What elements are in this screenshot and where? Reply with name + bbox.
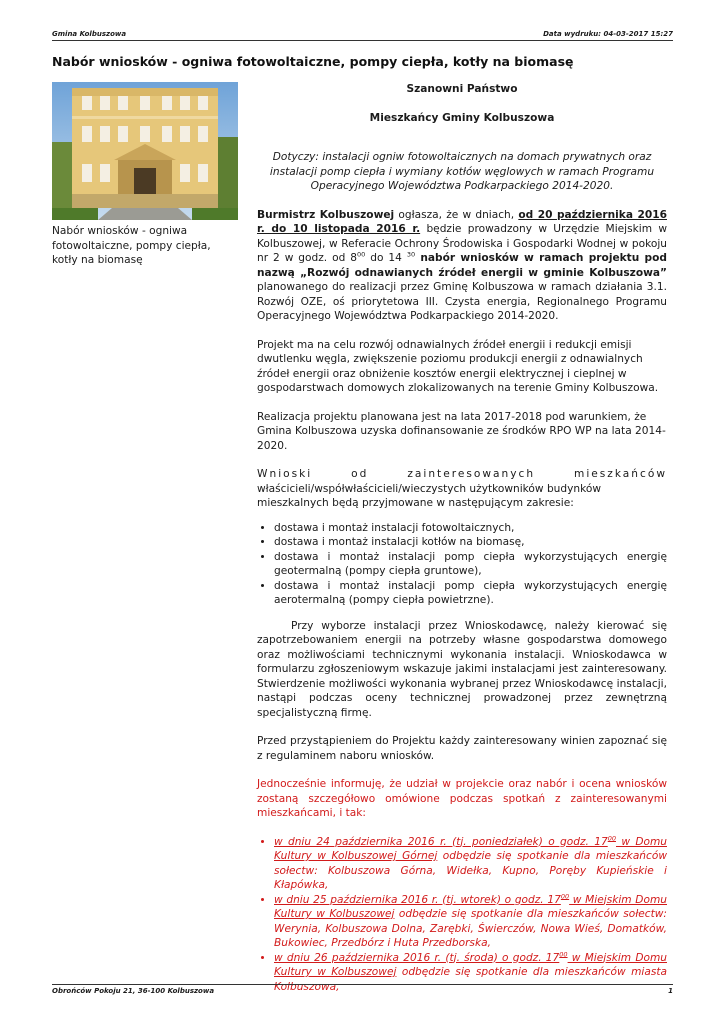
meetings-list bbox=[257, 835, 667, 995]
footer-rule bbox=[52, 984, 673, 985]
meeting-item bbox=[274, 835, 667, 893]
meeting-date: w dniu 25 października 2016 r. (tj. wtorek) o godz. 17 bbox=[274, 893, 561, 906]
paragraph-meetings-intro: Jednocześnie informuję, że udział w projekcie oraz nabór i ocena wniosków zostaną szczegółowo omówione podczas spotkań z zainteresowanymi mieszkańcami, i tak: bbox=[257, 778, 667, 819]
scope-item: • dostawa i montaż instalacji pomp ciepła wykorzystujących energię aerotermalną (pompy ciepła powietrzne). bbox=[274, 579, 667, 608]
page-footer bbox=[52, 986, 673, 998]
meeting-details: odbędzie się spotkanie dla mieszkańców miasta Kolbuszowa, bbox=[274, 966, 667, 993]
announcement-body bbox=[257, 82, 667, 994]
greeting-line-1: Szanowni Państwo bbox=[406, 83, 518, 95]
paragraph-applicants-lead: Wnioski od zainteresowanych mieszkańców bbox=[257, 468, 667, 480]
page-number: 1 bbox=[668, 987, 673, 995]
hour-sup-1: 00 bbox=[357, 250, 366, 259]
meeting-date: w dniu 26 października 2016 r. (tj. środa) o godz. 17 bbox=[274, 951, 560, 964]
header-municipality: Gmina Kolbuszowa bbox=[52, 30, 127, 38]
paragraph-timeline: Realizacja projektu planowana jest na lata 2017-2018 pod warunkiem, że Gmina Kolbuszowa uzyska dofinansowanie ze środków RPO WP na lata 2014-2020. bbox=[257, 410, 666, 452]
page-header bbox=[52, 28, 673, 40]
header-print-date: Data wydruku: 04-03-2017 15:27 bbox=[543, 30, 673, 38]
scope-item: • dostawa i montaż instalacji pomp ciepła wykorzystujących energię geotermalną (pompy ciepła gruntowe), bbox=[274, 550, 667, 579]
meeting-details: odbędzie się spotkanie dla mieszkańców sołectw: Werynia, Kolbuszowa Dolna, Zarębki, Świerczów, Nowa Wieś, Domatków, Bukowiec, Przedbórz i Huta Przedborska, bbox=[274, 908, 667, 949]
paragraph-applicants: właścicieli/współwłaścicieli/wieczystych użytkowników budynków mieszkalnych będą przyjmowane w następującym zakresie: bbox=[257, 482, 601, 509]
project-name: nabór wniosków w ramach projektu pod nazwą „Rozwój odnawianych źródeł energii w gminie Kolbuszowa” bbox=[257, 252, 667, 279]
scope-item: • dostawa i montaż instalacji fotowoltaicznych, bbox=[274, 521, 667, 536]
meeting-venue: w Miejskim Domu Kultury w Kolbuszowej bbox=[274, 893, 667, 920]
page-title: Nabór wniosków - ogniwa fotowoltaiczne, pompy ciepła, kotły na biomasę bbox=[52, 54, 574, 69]
p1-text-d: będzie prowadzony w Urzędzie Miejskim w Kolbuszowej, w Referacie Ochrony Środowiska i Gospodarki Wodnej w pokoju nr 2 w godz. od 8 bbox=[257, 223, 667, 264]
paragraph-announcement bbox=[257, 208, 667, 324]
date-range: od 20 października 2016 r. do 10 listopada 2016 r. bbox=[257, 208, 667, 235]
scope-item: • dostawa i montaż instalacji kotłów na biomasę, bbox=[274, 535, 667, 550]
meeting-hour-sup: 00 bbox=[560, 891, 570, 900]
scope-list bbox=[257, 521, 667, 608]
mayor-label: Burmistrz Kolbuszowej bbox=[257, 208, 395, 221]
meeting-venue: w Miejskim Domu Kultury w Kolbuszowej bbox=[274, 951, 667, 978]
p1-text-b: ogłasza, że w dniach, bbox=[394, 208, 519, 221]
meeting-date: w dniu 24 października 2016 r. (tj. poniedziałek) o godz. 17 bbox=[274, 835, 608, 848]
photo-caption: Nabór wniosków - ogniwa fotowoltaiczne, pompy ciepła, kotły na biomasę bbox=[52, 225, 211, 266]
greeting-line-2: Mieszkańcy Gminy Kolbuszowa bbox=[369, 111, 555, 124]
meeting-hour-sup: 00 bbox=[607, 833, 616, 842]
town-hall-photo bbox=[52, 82, 238, 220]
meeting-hour-sup: 00 bbox=[559, 949, 568, 958]
paragraph-selection: Przy wyborze instalacji przez Wnioskodawcę, należy kierować się zapotrzebowaniem energii na potrzeby własne gospodarstwa domowego oraz możliwościami technicznymi wykonania instalacji. Wnioskodawca w formularzu zgłoszeniowym wskazuje jakimi instalacjami jest zainteresowany. Stwierdzenie możliwości wykonania wybranej przez Wnioskodawcę instalacji, nastąpi podczas oceny technicznej prowadzonej przez zewnętrzną specjalistyczną firmę. bbox=[257, 619, 667, 719]
footer-address: Obrońców Pokoju 21, 36-100 Kolbuszowa bbox=[52, 987, 215, 995]
meeting-venue: w Domu Kultury w Kolbuszowej Górnej bbox=[274, 835, 667, 862]
p1-text-g: planowanego do realizacji przez Gminę Kolbuszowa w ramach działania 3.1. Rozwój OZE, oś priorytetowa III. Czysta energia, Regionalnego Programu Operacyjnego Województwa Podkarpackiego 2014-2020. bbox=[257, 281, 667, 322]
header-rule bbox=[52, 40, 673, 41]
paragraph-goal: Projekt ma na celu rozwój odnawialnych źródeł energii i redukcji emisji dwutlenku węgla, zwiększenie poziomu produkcji energii z odnawialnych źródeł energii oraz obniżenie kosztów energii elektrycznej i cieplnej w gospodarstwach domowych zlokalizowanych na terenie Gminy Kolbuszowa. bbox=[257, 338, 659, 394]
p1-text-e: do 14 bbox=[365, 252, 407, 264]
paragraph-regulations: Przed przystąpieniem do Projektu każdy zainteresowany winien zapoznać się z regulaminem naboru wniosków. bbox=[257, 735, 667, 762]
hour-sup-2: 30 bbox=[406, 250, 416, 259]
subject-note: Dotyczy: instalacji ogniw fotowoltaicznych na domach prywatnych oraz instalacji pomp ciepła i wymiany kotłów węglowych w ramach Programu Operacyjnego Województwa Podkarpackiego 2014-2020. bbox=[269, 151, 655, 192]
meeting-details: odbędzie się spotkanie dla mieszkańców sołectw: Kolbuszowa Górna, Widełka, Kupno, Poręby Kupieńskie i Kłapówka, bbox=[274, 850, 667, 891]
meeting-item bbox=[274, 893, 667, 951]
